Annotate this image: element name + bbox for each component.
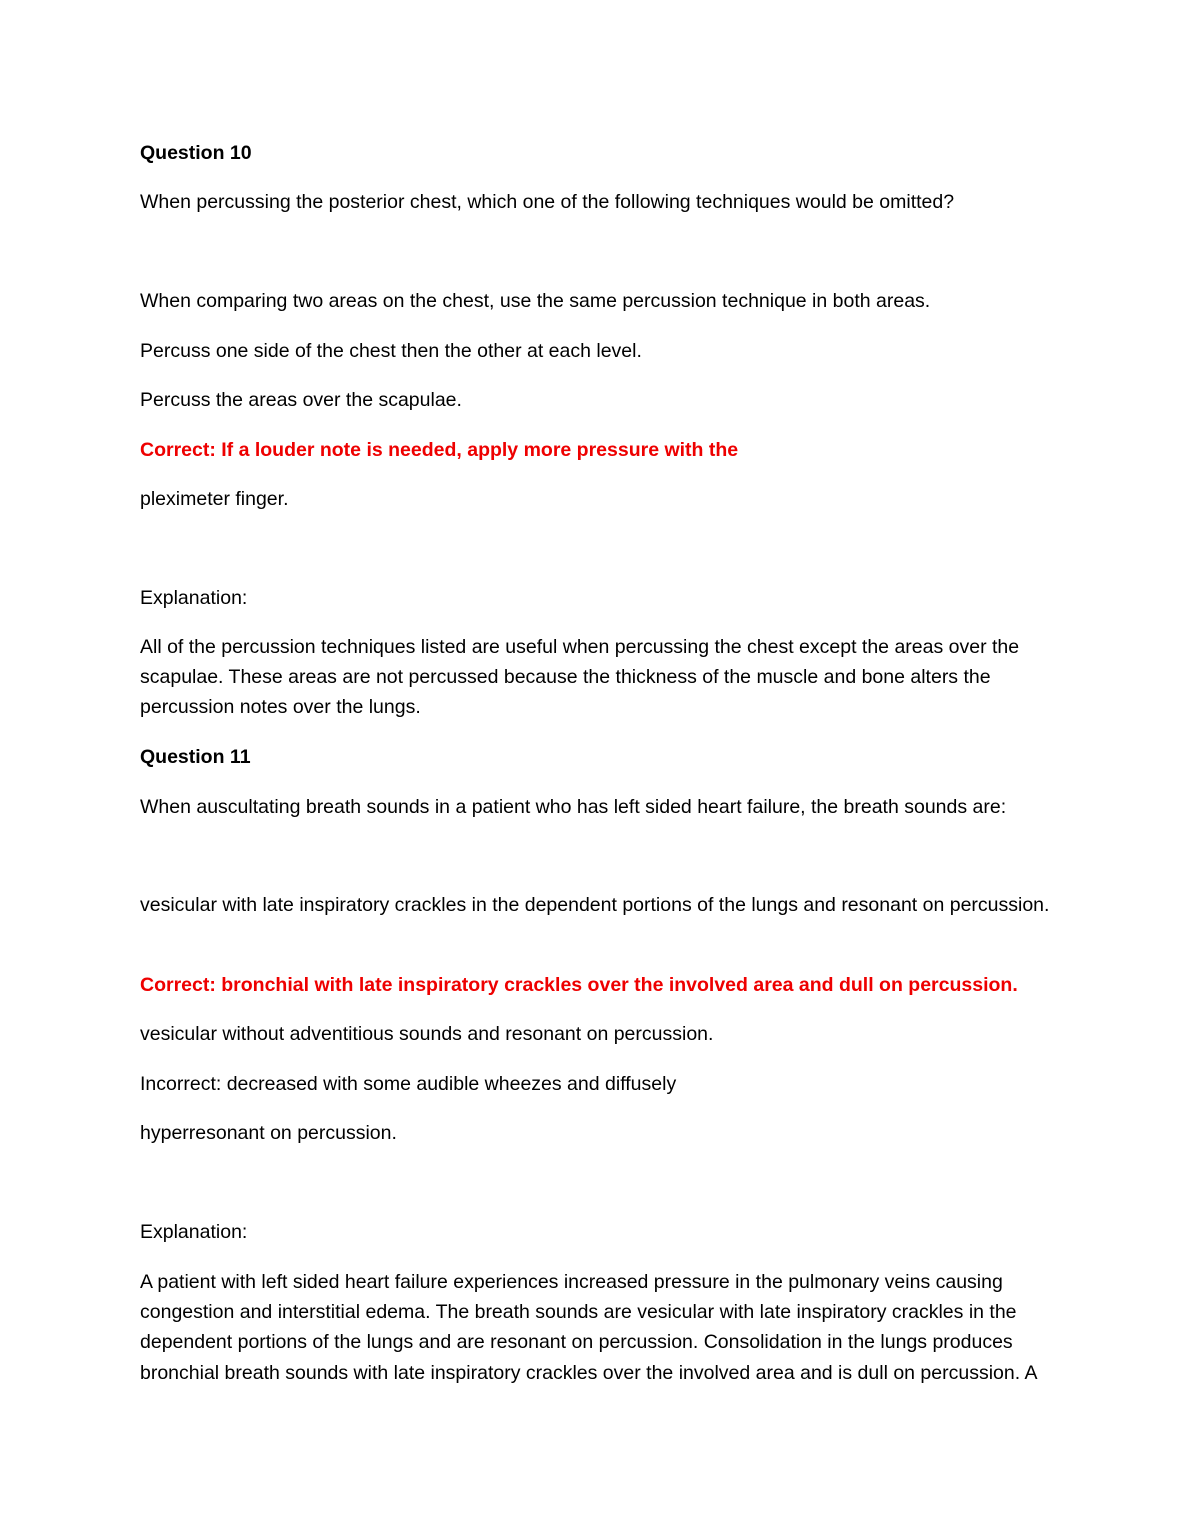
question-10-option-1: When comparing two areas on the chest, use the same percussion technique in both areas. xyxy=(140,290,931,312)
question-10-explanation-label: Explanation: xyxy=(140,587,248,609)
question-11-option-4: Incorrect: decreased with some audible wheezes and diffusely xyxy=(140,1073,677,1095)
question-11-option-4-continued: hyperresonant on percussion. xyxy=(140,1122,397,1144)
question-11-prompt: When auscultating breath sounds in a patient who has left sided heart failure, the breath sounds are: xyxy=(140,796,1007,818)
question-11-option-3: vesicular without adventitious sounds and resonant on percussion. xyxy=(140,1023,714,1045)
question-10-heading: Question 10 xyxy=(140,142,252,164)
question-10-explanation-text: All of the percussion techniques listed are useful when percussing the chest except the areas over the scapulae. These areas are not percussed because the thickness of the muscle and bone alters the percussion notes over the lungs. xyxy=(140,636,1020,719)
question-10-correct-answer: Correct: If a louder note is needed, apply more pressure with the xyxy=(140,439,739,461)
question-10-correct-answer-continued: pleximeter finger. xyxy=(140,488,289,510)
question-11-explanation-label: Explanation: xyxy=(140,1221,248,1243)
question-11-option-1: vesicular with late inspiratory crackles in the dependent portions of the lungs and resonant on percussion. xyxy=(140,894,1050,916)
question-10-option-2: Percuss one side of the chest then the other at each level. xyxy=(140,340,642,362)
question-11-explanation-text: A patient with left sided heart failure experiences increased pressure in the pulmonary veins causing congestion and interstitial edema. The breath sounds are vesicular with late inspiratory crackles in the dependent portions of the lungs and are resonant on percussion. Consolidation in the lungs produces bronchial breath sounds with late inspiratory crackles over the involved area and is dull on percussion. A xyxy=(140,1271,1038,1384)
question-11-heading: Question 11 xyxy=(140,746,251,768)
question-10-option-3: Percuss the areas over the scapulae. xyxy=(140,389,462,411)
question-10-prompt: When percussing the posterior chest, which one of the following techniques would be omitted? xyxy=(140,191,955,213)
question-11-correct-answer: Correct: bronchial with late inspiratory crackles over the involved area and dull on percussion. xyxy=(140,974,1018,996)
